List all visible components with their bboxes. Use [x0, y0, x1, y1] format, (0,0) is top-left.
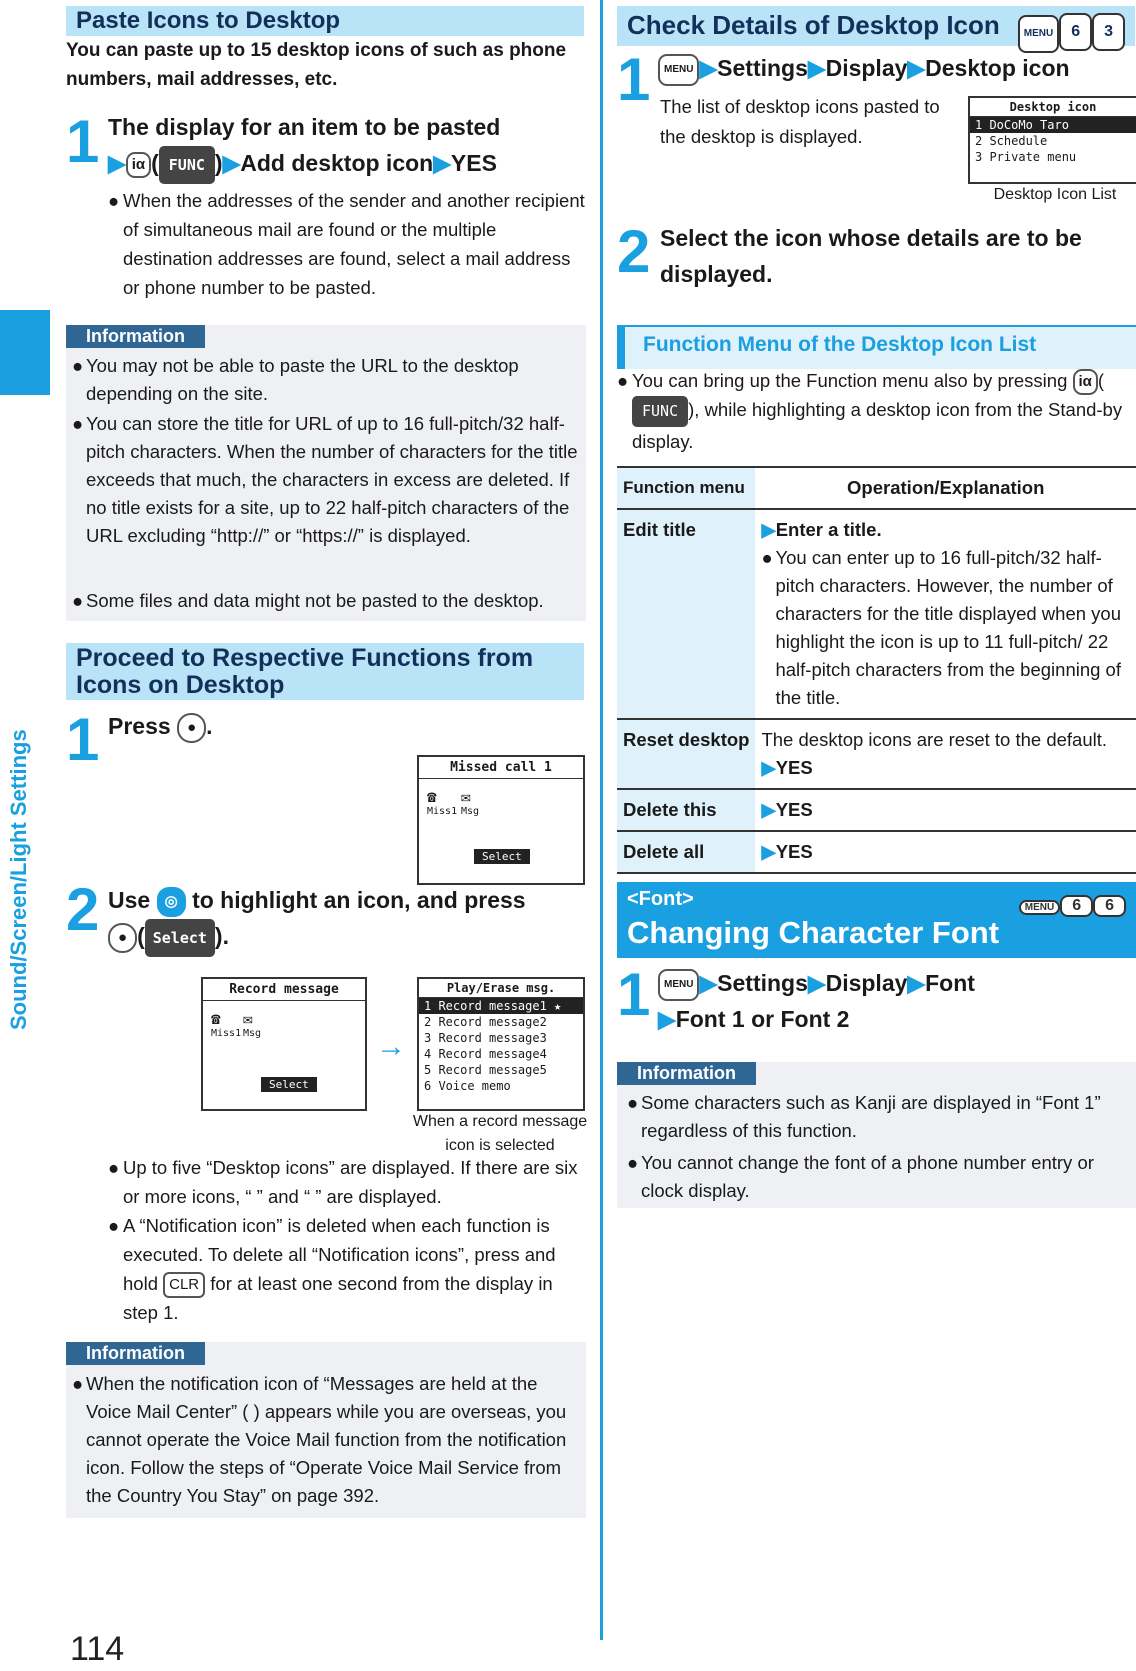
side-tab-bar	[0, 310, 50, 395]
bullet-dot-icon: ●	[108, 1215, 120, 1236]
info-box-2	[66, 1342, 586, 1518]
subsection-heading-fmenu: Function Menu of the Desktop Icon List	[617, 325, 1136, 369]
arrow-icon: ▶	[433, 150, 451, 176]
table-header-row	[617, 467, 1136, 509]
section-heading-paste: Paste Icons to Desktop	[66, 6, 584, 36]
bullet-dot-icon: ●	[627, 1092, 639, 1113]
use-label: Use	[108, 887, 151, 913]
list-item: 5 Record message5	[424, 1063, 547, 1077]
select-softkey-icon: Select	[145, 919, 215, 957]
screen-title: Play/Erase msg.	[419, 979, 583, 998]
section-heading-check: Check Details of Desktop Icon MENU 6 3	[617, 6, 1135, 46]
check-step1-note: The list of desktop icons pasted to the desktop is displayed.	[660, 96, 940, 147]
bullet-dot-icon: ●	[72, 1373, 84, 1394]
screen-desktop-icon-list	[968, 96, 1136, 184]
yes-label: YES	[450, 150, 497, 176]
info1-item-1: ● You may not be able to paste the URL to the desktop depending on the site.	[72, 352, 580, 408]
page-number: 114	[70, 1630, 125, 1668]
arrow-icon: ▶	[807, 55, 826, 81]
missed-call-icon: ☎ Miss1	[211, 1009, 242, 1039]
arrow-icon: ▶	[807, 970, 826, 996]
proceed-heading-line2: Icons on Desktop	[76, 671, 285, 699]
menu-key-icon: MENU	[1019, 900, 1060, 915]
proceed-heading-line1: Proceed to Respective Functions from	[76, 644, 534, 672]
select-softkey: Select	[261, 1077, 317, 1092]
bullet-dot-icon: ●	[72, 590, 84, 611]
info1-item-2: ● You can store the title for URL of up to 16 full-pitch/32 half-pitch characters. When the number of characters for the title exceeds that much, the characters in excess are deleted. If no title exists for a site, up to 22 half-pitch characters of the URL excluding “http://” or “https://” is displayed.	[72, 410, 580, 550]
proceed-bullet2: ● A “Notification icon” is deleted when each function is executed. To delete all “Notification icons”, press and hold CLR for at least one second from the display in step 1.	[108, 1211, 588, 1327]
message-icon: ✉ Msg	[461, 787, 480, 817]
info-box-1	[66, 325, 586, 621]
info3-item-2: ● You cannot change the font of a phone number entry or clock display.	[627, 1149, 1127, 1205]
paste-step1-line1: The display for an item to be pasted	[108, 114, 501, 140]
list-item: 3 Private menu	[975, 150, 1077, 164]
table-row: Delete this ▶YES	[617, 789, 1136, 831]
function-menu-table	[617, 466, 1136, 874]
font-tag: <Font>	[627, 888, 694, 910]
step2-rest: to highlight an icon, and press	[192, 887, 526, 913]
menu-key-icon: MENU	[658, 54, 699, 86]
proceed-step2: Use ◎ to highlight an icon, and press ● ( Select ).	[108, 882, 588, 957]
bullet-dot-icon: ●	[72, 355, 84, 376]
info-box-3	[617, 1062, 1136, 1208]
side-tab	[0, 310, 50, 1671]
side-tab-label: Sound/Screen/Light Settings	[6, 729, 31, 1030]
menu-key-icon: MENU	[658, 969, 699, 1001]
screen-title: Record message	[203, 979, 365, 1001]
col-header-function: Function menu	[617, 467, 755, 509]
fmenu-bullet: ● You can bring up the Function menu also by pressing iα (FUNC ), while highlighting a desktop icon from the Stand-by display.	[617, 366, 1132, 456]
arrow-icon: ▶	[222, 150, 241, 176]
list-item: 1 DoCoMo Taro	[970, 117, 1136, 133]
arrow-icon: ▶	[658, 1006, 676, 1032]
arrow-icon: ▶	[699, 970, 718, 996]
col-header-operation: Operation/Explanation	[755, 467, 1136, 509]
paste-step1-line2: ▶ iα ( FUNC )▶Add desktop icon▶YES	[108, 145, 588, 184]
i-alpha-key-icon: iα	[126, 152, 151, 178]
paste-step1	[108, 109, 588, 184]
proceed-step2-number: 2	[66, 876, 100, 943]
arrow-icon: ▶	[761, 519, 776, 540]
transition-arrow-icon: →	[376, 1030, 406, 1063]
font-heading: Changing Character Font	[627, 915, 1000, 950]
proceed-bullet1: ● Up to five “Desktop icons” are displayed. If there are six or more icons, “ ” and “ ” are displayed.	[108, 1153, 588, 1211]
arrow-icon: ▶	[108, 150, 126, 176]
missed-call-icon: ☎ Miss1	[427, 787, 458, 817]
list-item: 2 Record message2	[424, 1015, 547, 1029]
paste-step1-number: 1	[66, 108, 100, 175]
table-row: Edit title ▶Enter a title. ● You can enter up to 16 full-pitch/32 half-pitch characters. However, the number of characters for the title displayed when you highlight the icon is up to 11 full-pitch/ 22 half-pitch characters from the beginning of the title.	[617, 509, 1136, 719]
press-label: Press	[108, 713, 171, 739]
check-step1-number: 1	[617, 46, 651, 113]
bullet-dot-icon: ●	[617, 370, 629, 391]
arrow-icon: ▶	[761, 841, 776, 862]
list-item: 2 Schedule	[975, 134, 1048, 148]
check-step2-text: Select the icon whose details are to be displayed.	[660, 225, 1082, 287]
list-item: 6 Voice memo	[424, 1079, 511, 1093]
menu-shortcut: MENU 6 3	[1018, 10, 1125, 53]
bullet-dot-icon: ●	[761, 547, 773, 568]
info1-item-3: ● Some files and data might not be pasted to the desktop.	[72, 587, 580, 615]
multi-key-icon: ◎	[157, 887, 186, 917]
center-key-icon: ●	[177, 713, 206, 743]
list-item: 1 Record message1 ★	[419, 998, 583, 1014]
arrow-icon: ▶	[761, 757, 776, 778]
bullet-dot-icon: ●	[108, 190, 120, 211]
arrow-icon: ▶	[907, 55, 926, 81]
clr-key-icon: CLR	[163, 1272, 205, 1298]
font-step1-number: 1	[617, 961, 651, 1028]
arrow-icon: ▶	[699, 55, 718, 81]
info-tag-3: Information	[617, 1062, 756, 1085]
check-step2-number: 2	[617, 218, 651, 285]
info-tag-2: Information	[66, 1342, 205, 1365]
center-key-icon: ●	[108, 923, 137, 953]
arrow-icon: ▶	[761, 799, 776, 820]
bullet-dot-icon: ●	[72, 413, 84, 434]
message-icon: ✉ Msg	[243, 1009, 262, 1039]
screen-caption: When a record message icon is selected	[412, 1113, 588, 1154]
check-step1: MENU ▶Settings▶Display▶Desktop icon	[658, 50, 1070, 86]
font-step1: MENU ▶Settings▶Display▶Font ▶Font 1 or Font 2	[658, 970, 975, 1032]
table-row: Reset desktop The desktop icons are reset to the default. ▶YES	[617, 719, 1136, 789]
info2-item: ● When the notification icon of “Messages are held at the Voice Mail Center” ( ) appears while you are overseas, you cannot operate the Voice Mail function from the notification icon. Follow the steps of “Operate Voice Mail Service from the Country You Stay” on page 392.	[72, 1370, 580, 1510]
screen-play-erase	[417, 977, 585, 1111]
screen-title: Missed call 1	[419, 757, 583, 779]
screen-caption: Desktop Icon List	[993, 186, 1117, 203]
arrow-icon: ▶	[907, 970, 926, 996]
menu-key-icon: MENU	[1018, 15, 1059, 53]
section-heading-proceed	[66, 643, 584, 700]
section-heading-font	[617, 882, 1136, 958]
screen-title: Desktop icon	[970, 98, 1136, 117]
screen-missed-call	[417, 755, 585, 885]
info-tag-1: Information	[66, 325, 205, 348]
list-item: 4 Record message4	[424, 1047, 547, 1061]
screen-record-message	[201, 977, 367, 1111]
info3-item-1: ● Some characters such as Kanji are displayed in “Font 1” regardless of this function.	[627, 1089, 1127, 1145]
func-softkey-icon: FUNC	[159, 146, 215, 184]
list-item: 3 Record message3	[424, 1031, 547, 1045]
bullet-dot-icon: ●	[627, 1152, 639, 1173]
menu-shortcut: MENU 6 6	[1019, 888, 1126, 917]
paste-bullet1-text: When the addresses of the sender and another recipient of simultaneous mail are found or the multiple destination addresses are found, select a mail address or phone number to be pasted.	[123, 190, 585, 298]
paste-bullet1	[108, 186, 588, 302]
paste-intro: You can paste up to 15 desktop icons of such as phone numbers, mail addresses, etc.	[66, 40, 567, 90]
add-desktop-icon-label: Add desktop icon	[240, 150, 434, 176]
column-divider	[600, 0, 603, 1640]
i-alpha-key-icon: iα	[1073, 369, 1098, 395]
func-softkey-icon: FUNC	[632, 396, 688, 427]
proceed-step1: Press ● .	[108, 708, 213, 744]
select-softkey: Select	[474, 849, 530, 864]
bullet-dot-icon: ●	[108, 1157, 120, 1178]
proceed-step1-number: 1	[66, 706, 100, 773]
table-row: Delete all ▶YES	[617, 831, 1136, 873]
